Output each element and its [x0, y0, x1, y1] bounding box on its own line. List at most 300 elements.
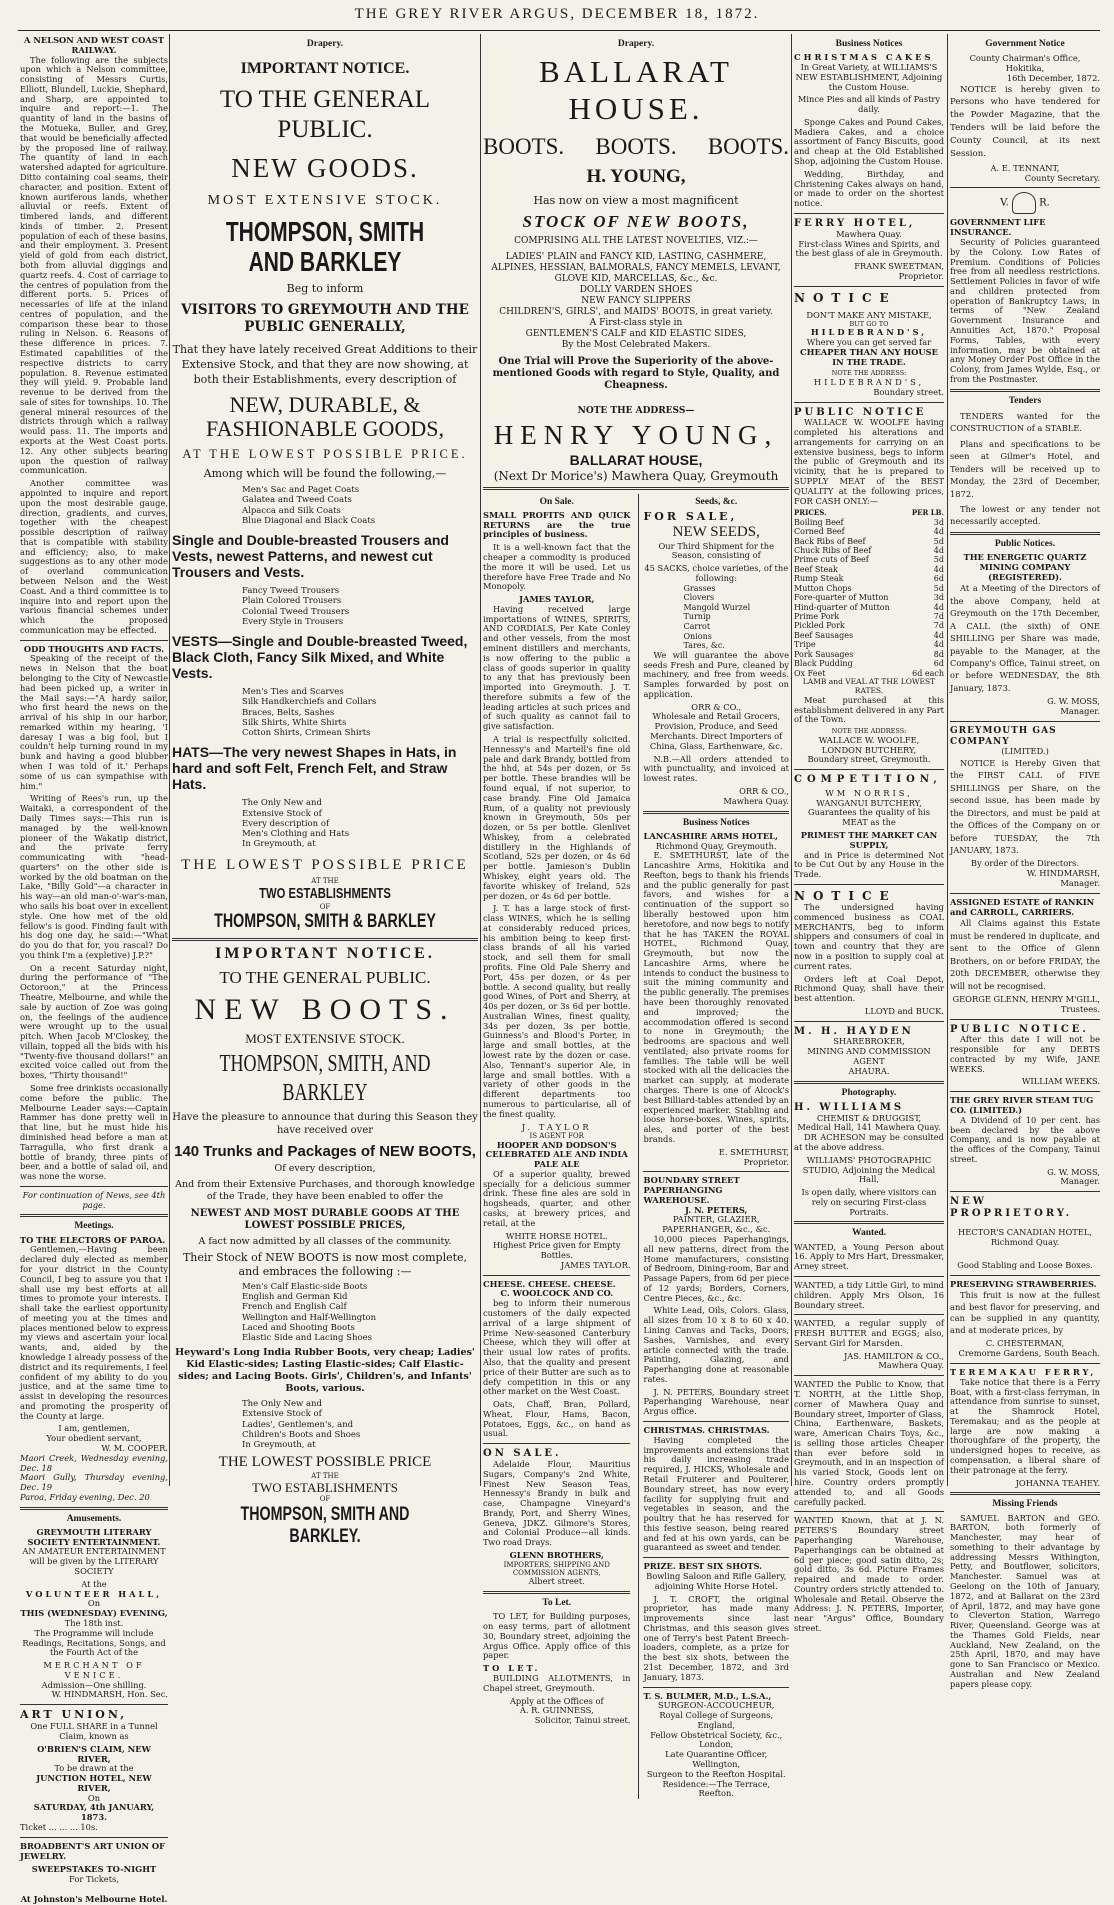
royal-college: Royal College of Surgeons, England,	[659, 1710, 774, 1730]
art-claim: O'BRIEN'S CLAIM, NEW RIVER,	[37, 1743, 151, 1764]
orr-nb: N.B.—All orders attended to with punctuality, and invoiced at lowest rates.	[643, 753, 789, 784]
list-item: The Only New and	[242, 1399, 322, 1410]
list-boots	[172, 1282, 478, 1343]
primest: PRIMEST THE MARKET CAN SUPPLY,	[800, 830, 938, 850]
jn-peters: J. N. PETERS,	[685, 1204, 748, 1215]
price-row	[794, 565, 944, 574]
small-profits-title: SMALL PROFITS AND QUICK RETURNS are the true principles of business.	[483, 509, 631, 540]
firm-name-3: THOMPSON, SMITH, AND BARKLEY	[219, 1051, 431, 1106]
orr-sign: ORR & CO.,	[739, 785, 789, 796]
list-coats	[172, 485, 478, 526]
new-goods: NEW GOODS.	[231, 153, 419, 184]
solicitor: Solicitor, Tainui street.	[534, 1715, 631, 1726]
list-item: Blue Diagonal and Black Coats	[242, 515, 376, 526]
odd-body-4: Some free drinkists occasionally come before the public. The Melbourne Leader says:—Captain Rammer has done pretty well in that line, but he must hide his diminished head before a man at Tarragulla, who first drank a bottle of brandy, three pints of beer, and a bottle of salad oil, and was none the worse.	[20, 1083, 168, 1182]
every-desc: Of every description,	[274, 1162, 376, 1174]
broad-title: BROADBENT'S ART UNION OF JEWELRY.	[20, 1840, 166, 1861]
price-value: 3d	[933, 517, 944, 527]
ferry-loc: Mawhera Quay.	[836, 228, 902, 239]
column-5	[950, 36, 1100, 1689]
chemist: CHEMIST & DRUGGIST,	[816, 1112, 922, 1123]
glenn-3: Albert street.	[528, 1576, 585, 1587]
stock-new-boots: STOCK OF NEW BOOTS,	[522, 211, 750, 231]
list-item: Elastic Side and Lacing Shoes	[242, 1332, 372, 1343]
lamb-veal: LAMB and VEAL AT THE LOWEST RATES.	[802, 677, 936, 695]
wanted-1: WANTED, a Young Person about 16. Apply to Mrs Hart, Dressmaker, Arney street.	[794, 1241, 944, 1272]
wm-norris: WM NORRIS,	[825, 787, 913, 798]
gas-company: GREYMOUTH GAS COMPANY	[950, 725, 1057, 747]
by-order: By order of the Directors.	[970, 858, 1080, 869]
column-divider	[169, 34, 170, 1486]
trustees: GEORGE GLENN, HENRY M'GILL, Trustees.	[952, 993, 1100, 1014]
lloyd-buck: LLOYD and BUCK.	[864, 1005, 944, 1016]
price-item: Ox Feet	[794, 668, 826, 678]
odd-body-2: Writing of Rees's run, up the Waitaki, a correspondent of the Daily Times says:—This run is managed by the well-known pioneer of the Wakatip district, and the private ferry communicating with "head-quarters" on the other side is worked by the old boatman on the Lake, "Billy Gold"—a character in his way—an old man-o'-war's-man, who sails his boat over in excellent style. One how met of the old fellow's is good. Finding fault with his dog one day, he said:—"What do you do that for, you rascal? Do you think I'm a (expletive) J.P.?"	[20, 793, 168, 960]
glenn-2: IMPORTERS, SHIPPING AND COMMISSION AGENTS,	[503, 1560, 610, 1578]
boots-word: BOOTS.	[707, 134, 789, 160]
straw-body: This fruit is now at the fullest and best flavor for preserving, and can be supplied in any quantity, and at moderate prices, by	[950, 1289, 1100, 1335]
painter: PAINTER, GLAZIER, PAPERHANGER, &c., &c.	[662, 1214, 771, 1235]
wanted-2: WANTED, a tidy Little Girl, to mind children. Apply Mrs Olson, 16 Boundary street.	[794, 1279, 944, 1310]
weeks-body: After this date I will not be responsible for any DEBTS contracted by my Wife, JANE WEEKS.	[950, 1034, 1100, 1074]
list-item: Extensive Stock of	[242, 1409, 322, 1420]
list-item: Braces, Belts, Sashes	[242, 707, 335, 718]
r-letter: R.	[1039, 197, 1050, 209]
price-row	[794, 555, 944, 564]
list-item: Ladies', Gentlemen's, and	[242, 1419, 354, 1430]
paroa-sign: I am, gentlemen,	[58, 1423, 130, 1434]
frank-sweetman: FRANK SWEETMAN,	[854, 261, 944, 272]
firm-name-2: THOMPSON, SMITH & BARKLEY	[214, 911, 436, 933]
price-row	[794, 518, 944, 527]
lit-body: AN AMATEUR ENTERTAINMENT will be given by the LITERARY SOCIETY	[22, 1546, 166, 1577]
price-item: Back Ribs of Beef	[794, 536, 866, 546]
art-hotel: JUNCTION HOTEL, NEW RIVER,	[36, 1773, 152, 1793]
wanganui: WANGANUI BUTCHERY,	[816, 797, 922, 808]
price-value: 5d	[933, 536, 944, 546]
hildebrands: HILDEBRAND'S,	[810, 327, 928, 338]
lit-sign: W. HINDMARSH, Hon. Sec.	[51, 1689, 168, 1700]
orr-co: ORR & CO.,	[691, 701, 742, 712]
paroa-signature: W. M. COOPER.	[101, 1443, 168, 1454]
wanted-header: Wanted.	[851, 1228, 887, 1239]
heyward-text: Heyward's Long India Rubber Boots, very cheap; Ladies' Kid Elastic-sides; Lasting Elastic-sides; Calf Elastic-sides; and Lacing Boots. Girls', Children's, and Infants' Boots, various.	[175, 1347, 475, 1395]
lit-at: At the	[81, 1578, 107, 1589]
hectors-hotel: HECTOR'S CANADIAN HOTEL,	[957, 1226, 1092, 1237]
business-header: Business Notices	[682, 817, 750, 828]
price-value: 4d	[933, 630, 944, 640]
lloyd-body-2: Orders left at Coal Depot, Richmond Quay, shall have their best attention.	[794, 973, 944, 1004]
prices-header	[794, 509, 944, 517]
art-body: One FULL SHARE in a Tunnel Claim, known as	[30, 1721, 158, 1741]
office-date: 16th December, 1872.	[1006, 72, 1100, 83]
cakes-body: In Great Variety, at WILLIAMS'S NEW ESTABLISHMENT, Adjoining the Custom House.	[795, 61, 943, 92]
norris-body: Guarantees the quality of his MEAT as the	[808, 807, 930, 828]
competition: COMPETITION,	[794, 774, 942, 786]
price-item: Black Pudding	[794, 659, 853, 669]
column-divider	[480, 34, 481, 1486]
reefton-hospital: Surgeon to the Reefton Hospital.	[646, 1768, 786, 1779]
christmas-title: CHRISTMAS. CHRISTMAS.	[643, 1425, 770, 1436]
lit-prog: The Programme will include Readings, Recitations, Songs, and the Fourth Act of the	[22, 1627, 166, 1658]
next-morice: (Next Dr Morice's) Mawhera Quay, Greymouth	[493, 468, 779, 483]
price-value: 4d	[933, 602, 944, 612]
lit-play: MERCHANT OF VENICE.	[43, 1660, 145, 1680]
manager-3: Manager.	[1060, 1176, 1100, 1187]
price-row	[794, 546, 944, 555]
ladies-list: LADIES' PLAIN and FANCY KID, LASTING, CASHMERE, ALPINES, HESSIAN, BALMORALS, FANCY MEMELS, LEVANT, GLOVE KID, MARCELLAS, &c., &c. DOLLY VARDEN SHOES NEW FANCY SLIPPERS CHILDREN'S, GIRLS', and MAIDS' BOOTS, in great variety. A First-class style in GENTLEMEN'S CALF and KID ELASTIC SIDES, By the Most Celebrated Makers.	[491, 251, 781, 350]
mince-pies: Mince Pies and all kinds of Pastry daily.	[797, 94, 941, 115]
list-only-new	[172, 798, 478, 849]
has-now: Has now on view a most magnificent	[533, 193, 739, 207]
price-row	[794, 593, 944, 602]
late-officer: Late Quarantine Officer, Wellington,	[665, 1749, 768, 1770]
art-title: ART UNION,	[20, 1708, 128, 1722]
list-item: Carrot	[683, 622, 711, 632]
paroa-dates: Maori Creek, Wednesday evening, Dec. 18 Maori Gully, Thursday evening, Dec. 19 Paroa, Friday evening, Dec. 20	[20, 1452, 168, 1502]
county-secretary: County Secretary.	[1024, 172, 1100, 183]
two-establishments-2: TWO ESTABLISHMENTS	[252, 1480, 398, 1495]
note-address: NOTE THE ADDRESS—	[577, 405, 695, 416]
cheese-body-2: Oats, Chaff, Bran, Pollard, Wheat, Flour, Hams, Bacon, Potatoes, Eggs, &c., on hand as usual.	[483, 1399, 631, 1439]
boots-word: BOOTS.	[595, 134, 677, 160]
wanted-3: WANTED, a regular supply of FRESH BUTTER and EGGS; also, Servant Girl for Marsden.	[794, 1318, 944, 1348]
paroa-body: Gentlemen,—Having been declared duly elected as member for your district in the County Council, I beg to assure you that I shall use my best efforts at all times to promote your interests. I shall take the earliest opportunity of meeting you at the times and places mentioned below to express my views and ascertain your local wants, and, aided by the knowledge I already possess of the district and its requirements, I feel confident of my ability to do you justice, and at the same time to assist in developing the resources and promoting the prosperity of the County at large.	[20, 1244, 168, 1421]
list-item: Tares, &c.	[683, 641, 725, 651]
hector-loc: Richmond Quay.	[990, 1236, 1060, 1247]
cheese-title: CHEESE. CHEESE. CHEESE.	[483, 1278, 616, 1289]
assigned-body: All Claims against this Estate must be rendered in duplicate, and sent to the Office of Glenn Brothers, on or before FRIDAY, the 20th DECEMBER, otherwise they will not be recognised.	[950, 918, 1100, 991]
section-drapery: Drapery.	[306, 39, 344, 49]
art-on: On	[87, 1792, 101, 1803]
public-notice-weeks: PUBLIC NOTICE.	[950, 1023, 1089, 1035]
london-butchery: LONDON BUTCHERY,	[821, 744, 917, 755]
list-item: Mangold Wurzel	[683, 602, 751, 612]
price-item: Mutton Chops	[794, 583, 852, 593]
odd-body: Speaking of the receipt of the news in Nelson that the boat belonging to the City of Newcastle had been picked up, a writer in the Mail says:—"A hardy sailor, who first heard the news on the arrival of his ship in our harbor, remarked within my hearing, 'I daresay I was a big fool, but I couldn't help turning round in my bunk and having a good blubber when I was told of it.' Perhaps some of us can sympathise with him."	[20, 653, 168, 791]
firm-name-4: THOMPSON, SMITH AND BARKLEY.	[240, 1503, 410, 1547]
lancashire-body: E. SMETHURST, late of the Lancashire Arms, Hokitika and Reefton, begs to thank his friends and the public generally for past favors, and wishes for a continuation of the support so liberally bestowed upon him heretofore, and now begs to notify that he has TAKEN the ROYAL HOTEL, Richmond Quay, Greymouth, but now the Lancashire Arms, where he intends to conduct the business to suit the mining community and the public generally. The premises have been thoroughly renovated and improved; the accommodation offered is second to none in Greymouth; the bedrooms are spacious and well ventilated; also private rooms for families. The table will be well stocked with all the delicacies the market can supply, at moderate charges. There is one of Alcock's best Billiard-tables attended by an experienced marker. Stabling and loose horse-boxes. Wines, spirits, ales, and porter of the best brands.	[643, 850, 789, 1144]
price-item: Corned Beef	[794, 527, 845, 537]
price-row	[794, 659, 944, 668]
broad-at: At Johnston's Melbourne Hotel.	[20, 1893, 168, 1904]
column-4	[794, 36, 944, 1633]
purchases-text: And from their Extensive Purchases, and thorough knowledge of the Trade, they have been enabled to offer the	[175, 1178, 475, 1202]
orr-body: Wholesale and Retail Grocers, Provision, Produce, and Seed Merchants. Direct Importers of China, Glass, Earthenware, &c.	[649, 711, 783, 751]
lit-admission: Admission—One shilling.	[41, 1679, 147, 1690]
column-3	[483, 36, 789, 1799]
rail-title: A NELSON AND WEST COAST RAILWAY.	[24, 35, 164, 55]
general-public: TO THE GENERAL PUBLIC.	[219, 86, 431, 144]
strawberries: PRESERVING STRAWBERRIES.	[950, 1279, 1097, 1290]
energetic: THE ENERGETIC QUARTZ MINING COMPANY (REGISTERED).	[963, 552, 1087, 582]
tenders-header: Tenders	[1008, 395, 1042, 406]
list-item: Men's Sac and Paget Coats	[242, 485, 360, 496]
h-young: H. YOUNG,	[586, 166, 686, 188]
per-lb-label: PER LB.	[911, 508, 944, 518]
lit-date: THIS (WEDNESDAY) EVENING,	[20, 1608, 168, 1619]
seeds-body-2: We will guarantee the above seeds Fresh and Pure, cleaned by machinery, and free from weeds. Samples forwarded by post on application.	[643, 649, 789, 699]
list-ties	[172, 687, 478, 738]
list-trousers	[172, 586, 478, 627]
list-item: Wellington and Half-Wellington	[242, 1312, 377, 1323]
william-weeks: WILLIAM WEEKS.	[1021, 1076, 1100, 1087]
acheson: DR ACHESON may be consulted at the above address.	[794, 1132, 944, 1152]
prize-body: J. T. CROFT, the original proprietor, has made many improvements since last Christmas, and this season gives one of Terry's best Patent Breech-loaders, complete, as a prize for the best six shots, between the 21st December, 1872, and 3rd January, 1873.	[643, 1593, 789, 1682]
missing-body: SAMUEL BARTON and GEO. BARTON, both formerly of Manchester, may hear of something to their advantage by addressing Messrs Withington, Petty, and Boutflower, solicitors, Manchester. Samuel was at Geelong on the 10th of January, 1872, and at Ballarat on the 23rd of April, 1872, and may have gone to Cleverton Station, Warrego River, Queensland. George was at the Thames Gold Fields, near Auckland, New Zealand, on the 25th April, 1870, and may have gone to San Francisco or Mexico. Australian and New Zealand papers please copy.	[950, 1512, 1100, 1689]
new-boots: NEW BOOTS.	[194, 992, 456, 1026]
masthead: THE GREY RIVER ARGUS, DECEMBER 18, 1872.	[354, 6, 760, 22]
stabling: Good Stabling and Loose Boxes.	[957, 1260, 1093, 1271]
to-let-2: TO LET.	[483, 1663, 541, 1674]
column-2	[172, 36, 478, 1547]
v-letter: V.	[1000, 197, 1009, 209]
price-row	[794, 621, 944, 630]
james-taylor: JAMES TAYLOR,	[519, 594, 595, 605]
agent-for: IS AGENT FOR	[529, 1132, 584, 1141]
tug-body: A Dividend of 10 per cent. has been declared by the above Company, and is now payable at the offices of the Company, Tainui street.	[950, 1114, 1100, 1164]
paroa-sign: Your obedient servant,	[46, 1433, 142, 1444]
government-header: Government Notice	[985, 39, 1065, 49]
durable-goods: NEW, DURABLE, & FASHIONABLE GOODS,	[206, 392, 444, 442]
taylor-body-3: J. T. has a large stock of first-class WINES, which he is selling at considerably reduced prices, his ambition being to keep first-class brands of all his varied stock, and sell them for small profits. Fine Old Pale Sherry and Port, 45s per dozen, or 4s per bottle. A second quality, but really good Wines, of Port and Sherry, at 40s per dozen, or 3s 6d per bottle. Australian Wines, finest quality, 34s per dozen, 3s per bottle. Guinness's and Blood's Porter, in large and small bottles, at the lowest rate by the dozen or case. Also, Tennant's superior Ale, in large and small bottles. With a variety of other goods in the different departments too numerous to particularise, all of the finest quality.	[483, 903, 631, 1119]
teremakau-body: Take notice that there is a Ferry Boat, with a first-class ferryman, in attendance from sunrise to sunset, at the Shamrock Hotel, Teremakau; and as the people at large are now making a thoroughfare of the property, the undersigned hopes to receive, as compensation, a liberal share of their patronage at the ferry.	[950, 1376, 1100, 1475]
art-ticket: Ticket ... ... ... 10s.	[20, 1821, 98, 1832]
cremorne: Cremorne Gardens, South Beach.	[958, 1348, 1100, 1359]
price-item: Fore-quarter of Mutton	[794, 593, 889, 603]
trunks-heading: 140 Trunks and Packages of NEW BOOTS,	[174, 1142, 476, 1160]
christmas-body: Having completed the improvements and extensions that his daily increasing trade required, J. HICKS, Wholesale and Retail Fruiterer and Poulterer, Boundary street, has now every facility for supplying fruit and vegetables in season, and the poultry that he has reserved for this festive season, being reared and fed at his own yards, can be guaranteed as sweet and tender.	[643, 1434, 789, 1553]
price-value: 8d	[933, 649, 944, 659]
gov-life: GOVERNMENT LIFE INSURANCE.	[950, 217, 1046, 238]
of: OF	[319, 1495, 331, 1504]
list-item: Grasses	[683, 583, 716, 593]
list-item: Turnip	[683, 612, 711, 622]
proprietor: Proprietor.	[743, 1156, 789, 1167]
empty-bottles: Highest Price given for Empty Bottles.	[492, 1240, 621, 1261]
price-row	[794, 603, 944, 612]
most-extensive: MOST EXTENSIVE STOCK.	[207, 192, 443, 208]
price-value: 5d	[933, 555, 944, 565]
visitors: VISITORS TO GREYMOUTH AND THE PUBLIC GENERALLY,	[181, 302, 469, 336]
list-item: Men's Clothing and Hats	[242, 828, 350, 839]
price-row	[794, 640, 944, 649]
rail-body-2: Another committee was appointed to inquire and report upon the most desirable gauge, direction, gradients, and curves, together with the cheapest possible description of railway that is compatible with stability and efficiency; also, to make suggestions as to any other mode of overland communication between Nelson and the West Coast. And a third committee is to inquire into and report upon the various financial schemes under which the proposed communication may be effected.	[20, 478, 168, 635]
list-item: English and German Kid	[242, 1292, 348, 1303]
sharebroker: SHAREBROKER,	[833, 1036, 905, 1047]
odd-body-3: On a recent Saturday night, during the performance of "The Octoroon," at the Princess Theatre, Melbourne, and while the sale by auction of Zoe was going on, the feelings of the audience were wrought up to the usual pitch. When Jacob M'Closkey, the villain, topped all the bids with his "Twenty-five thousand dollars!" an excited voice called out from the boxes, "Thirty thousand!"	[20, 962, 168, 1081]
prize-title: PRIZE. BEST SIX SHOTS.	[643, 1561, 763, 1572]
list-item: Silk Shirts, White Shirts	[242, 717, 347, 728]
col3-right	[638, 494, 789, 1800]
hooper-title: HOOPER AND DODSON'S CELEBRATED ALE AND INDIA PALE ALE	[485, 1139, 628, 1170]
gas-limited: (LIMITED.)	[1001, 746, 1049, 757]
firm-name: THOMPSON, SMITH AND BARKLEY	[225, 216, 425, 278]
hooper-body: Of a superior quality, brewed specially for a delicious summer drink. These fine ales are sold in hogsheads, quarter, and other casks, at brewery prices, and retail, at the	[483, 1168, 631, 1228]
lancashire-loc: Richmond Quay, Greymouth.	[655, 840, 777, 851]
but-go: BUT GO TO	[849, 319, 889, 328]
of: OF	[319, 902, 331, 911]
price-item: Tripe	[794, 640, 816, 650]
price-item: Prime Pork	[794, 612, 840, 622]
orr-quay: Mawhera Quay.	[723, 795, 789, 806]
price-item: Hind-quarter of Mutton	[794, 602, 890, 612]
price-item: Beef Steak	[794, 564, 838, 574]
open-daily: Is open daily, where visitors can rely on securing First-class Portraits.	[801, 1187, 937, 1217]
notice-hild: NOTICE	[794, 290, 897, 305]
ballarat-house-2: BALLARAT HOUSE,	[569, 451, 703, 468]
price-value: 3d	[933, 593, 944, 603]
new-seeds: NEW SEEDS,	[672, 523, 760, 540]
norris-body-2: and in Price is determined Not to be Cut Out by any House in the Trade.	[794, 849, 944, 880]
price-item: Prime cuts of Beef	[794, 555, 869, 565]
cheaper: CHEAPER THAN ANY HOUSE IN THE TRADE.	[800, 346, 938, 367]
column-1	[20, 35, 169, 1904]
boots-word: BOOTS.	[483, 134, 565, 160]
price-value: 6d	[933, 659, 944, 669]
list-item: Every description of	[242, 818, 330, 829]
lit-hall: VOLUNTEER HALL,	[25, 1588, 163, 1599]
list-item: Onions	[683, 631, 712, 641]
notice-coal: NOTICE	[794, 888, 897, 903]
amusements-header: Amusements.	[66, 1513, 122, 1524]
price-item: Beef Sausages	[794, 630, 854, 640]
teahey: JOHANNA TEAHEY.	[1015, 1477, 1100, 1488]
cheese-body: beg to inform their numerous customers of the daily expected arrival of a large shipment of Prime New-seasoned Canterbury Cheese, which they will offer at their usual low rates of profits. Also, that the quality and present price of their Butter are such as to defy competition in this or any other market on the West Coast.	[483, 1298, 631, 1397]
peters-body: 10,000 pieces Paperhangings, all new patterns, direct from the Home manufacturers, consisting of Bedroom, Dining-room, Bar and Passage Papers, from 6d per piece of 12 yards; Borders, Corners, Centre Pieces, &c., &c.	[643, 1233, 789, 1303]
new-proprietory: NEW PROPRIETORY.	[950, 1196, 1073, 1220]
residence: Residence:—The Terrace, Reefton.	[662, 1778, 771, 1799]
gas-body: NOTICE is Hereby Given that the FIRST CALL of FIVE SHILLINGS per Share, on the second issue, has been made by the Directors, and must be paid at the Offices of the Company on or before TUESDAY, the 7th JANUARY, 1873.	[950, 757, 1100, 855]
one-trial: One Trial will Prove the Superiority of the above-mentioned Goods with regard to Style, Quality, and Cheapness.	[492, 355, 780, 391]
lowest-price-3: THE LOWEST POSSIBLE PRICE	[218, 1454, 432, 1471]
note-address-2: NOTE THE ADDRESS:	[831, 727, 907, 736]
important-notice-2: IMPORTANT NOTICE.	[215, 944, 435, 962]
seeds-intro: 45 SACKS, choice varieties, of the following:	[644, 563, 789, 583]
ahaura: AHAURA.	[848, 1065, 890, 1076]
boundary-street: Boundary street.	[873, 386, 944, 397]
list-item: In Greymouth, at	[242, 839, 316, 850]
stock-boots-text: Their Stock of NEW BOOTS is now most complete, and embraces the following :—	[182, 1251, 468, 1278]
lit-title: GREYMOUTH LITERARY SOCIETY ENTERTAINMENT.	[27, 1526, 161, 1547]
chesterman: C. CHESTERMAN,	[985, 1338, 1065, 1349]
taylor-sign: JAMES TAYLOR.	[560, 1259, 631, 1270]
j-taylor: J. TAYLOR	[521, 1121, 592, 1132]
list-item: Clovers	[683, 593, 715, 603]
surgeon: SURGEON-ACCOUCHEUR,	[658, 1700, 775, 1711]
wanted-5: WANTED Known, that at J. N. PETERS'S Boundary street Paperhanging Warehouse, Paperhangings can be obtained at 6d per piece; good satin ditto, 2s; gold ditto, 3s 6d. Picture Frames repaired and made to order. Country orders strictly attended to. Wholesale and Retail. Observe the Address: J. N. PETERS, Importer, near "Argus" Office, Boundary street.	[794, 1515, 944, 1633]
gw-moss: G. W. MOSS,	[1047, 696, 1100, 707]
frank-prop: Proprietor.	[898, 270, 944, 281]
apply-at: Apply at the Offices of	[509, 1695, 604, 1706]
beg-to-inform: Beg to inform	[286, 282, 364, 296]
price-row	[794, 631, 944, 640]
list-item: French and English Calf	[242, 1302, 347, 1313]
wallace-woolfe: WALLACE W. WOOLFE,	[818, 734, 920, 745]
col3-left	[483, 494, 630, 1800]
list-item: Colonial Tweed Trousers	[242, 606, 350, 617]
prices-label: PRICES.	[794, 508, 827, 518]
to-let-body: TO LET, for Building purposes, on easy terms, part of allotment 30, Boundary street, adjoining the Argus Office. Apply office of this paper.	[483, 1611, 631, 1661]
tenders-body-2: Plans and specifications to be seen at Gilmer's Hotel, and Tenders will be received up to Monday, the 23rd of December, 1872.	[950, 438, 1100, 499]
list-item: Laced and Shooting Boots	[242, 1322, 355, 1333]
pleasure-text: Have the pleasure to announce that during this Season they have received over	[172, 1111, 478, 1136]
steam-tug: THE GREY RIVER STEAM TUG CO. (LIMITED.)	[950, 1095, 1094, 1115]
jas-hamilton: JAS. HAMILTON & CO.,	[843, 1350, 944, 1361]
ferry-hotel: FERRY HOTEL,	[794, 217, 916, 229]
boots-row	[483, 133, 789, 160]
royal-crest-icon	[1012, 192, 1036, 214]
price-value: 4d	[933, 527, 944, 537]
boundary-street-2: Boundary street, Greymouth.	[807, 754, 931, 765]
mh-hayden: M. H. HAYDEN	[794, 1025, 914, 1037]
mining-agent: MINING AND COMMISSION AGENT	[807, 1046, 931, 1067]
list-item: Children's Boots and Shoes	[242, 1429, 361, 1440]
mistake: DON'T MAKE ANY MISTAKE,	[806, 309, 932, 320]
woolfe-body: WALLACE W. WOOLFE having completed his alterations and arrangements for carrying on an extensive business, begs to inform the public of Greymouth and its vicinity, that he is prepared to SUPPLY MEAT of the BEST QUALITY at the following prices, FOR CASH ONLY:—	[794, 417, 944, 506]
energetic-body: At a Meeting of the Directors of the above Company, held at Greymouth on the 17th December, A CALL (the sixth) of ONE SHILLING per Share was made, payable to the Manager, at the Company's Office, Tainui street, on or before WEDNESDAY, the 8th January, 1873.	[950, 583, 1100, 693]
list-item: Men's Ties and Scarves	[242, 687, 344, 698]
to-let-header: To Let.	[542, 1598, 572, 1609]
price-value: 7d	[933, 612, 944, 622]
glenn-brothers: GLENN BROTHERS,	[509, 1550, 604, 1561]
two-establishments: TWO ESTABLISHMENTS	[259, 885, 391, 903]
fellow: Fellow Obstetrical Society, &c., London,	[650, 1729, 783, 1750]
that-text: That they have lately received Great Additions to their Extensive Stock, and that they are now showing, at both their Establishments, every description of	[172, 343, 478, 387]
tenders-body-3: The lowest or any tender not necessarily accepted.	[950, 504, 1100, 527]
list-item: Alpacca and Silk Coats	[242, 505, 341, 516]
price-value: 4d	[933, 545, 944, 555]
wedding-cakes: Wedding, Birthday, and Christening Cakes always on hand, or made to order on the shortest notice.	[794, 168, 944, 209]
h-williams: H. WILLIAMS	[794, 1101, 905, 1113]
business-notices-header: Business Notices	[835, 39, 903, 49]
hildebrands-2: HILDEBRAND'S,	[813, 377, 925, 387]
tennant: A. E. TENNANT,	[990, 162, 1060, 173]
art-drawn: To be drawn at the	[54, 1763, 134, 1774]
lancashire-arms: LANCASHIRE ARMS HOTEL,	[643, 830, 778, 841]
henry-young: HENRY YOUNG,	[493, 420, 779, 451]
comprising: COMPRISING ALL THE LATEST NOVELTIES, VIZ.:—	[514, 235, 758, 246]
seeds-header: Seeds, &c.	[695, 496, 738, 507]
among-text: Among which will be found the following,—	[203, 467, 447, 481]
list-item: Every Style in Trousers	[242, 616, 344, 627]
price-row	[794, 527, 944, 536]
list-item: Plain Colored Trousers	[242, 596, 342, 607]
price-value: 7d	[933, 621, 944, 631]
price-row	[794, 612, 944, 621]
bulmer: T. S. BULMER, M.D., L.S.A.,	[643, 1690, 772, 1701]
column-divider	[947, 34, 948, 1486]
price-item: Boiling Beef	[794, 517, 844, 527]
where-served: Where you can get served far	[806, 337, 932, 347]
paroa-title: TO THE ELECTORS OF PAROA.	[20, 1234, 166, 1245]
price-value: 4d	[933, 640, 944, 650]
lowest-price-2: THE LOWEST POSSIBLE PRICE	[181, 857, 469, 874]
important-notice: IMPORTANT NOTICE.	[240, 60, 410, 78]
on-sale-2: ON SALE.	[483, 1448, 562, 1460]
price-row	[794, 574, 944, 583]
meetings-header: Meetings.	[74, 1221, 114, 1232]
broad-for: For Tickets,	[69, 1874, 119, 1885]
jas-loc: Mawhera Quay.	[878, 1360, 944, 1371]
note-address: NOTE THE ADDRESS:	[831, 369, 907, 378]
tenders-body: TENDERS wanted for the CONSTRUCTION of a STABLE.	[950, 410, 1100, 434]
vr-crest-row	[950, 192, 1100, 214]
list-item: Extensive Stock of	[242, 808, 322, 819]
hats-heading: HATS—The very newest Shapes in Hats, in hard and soft Felt, French Felt, and Straw Hats.	[172, 744, 457, 793]
broad-sweep: SWEEPSTAKES TO-NIGHT	[31, 1864, 157, 1875]
price-row	[794, 584, 944, 593]
